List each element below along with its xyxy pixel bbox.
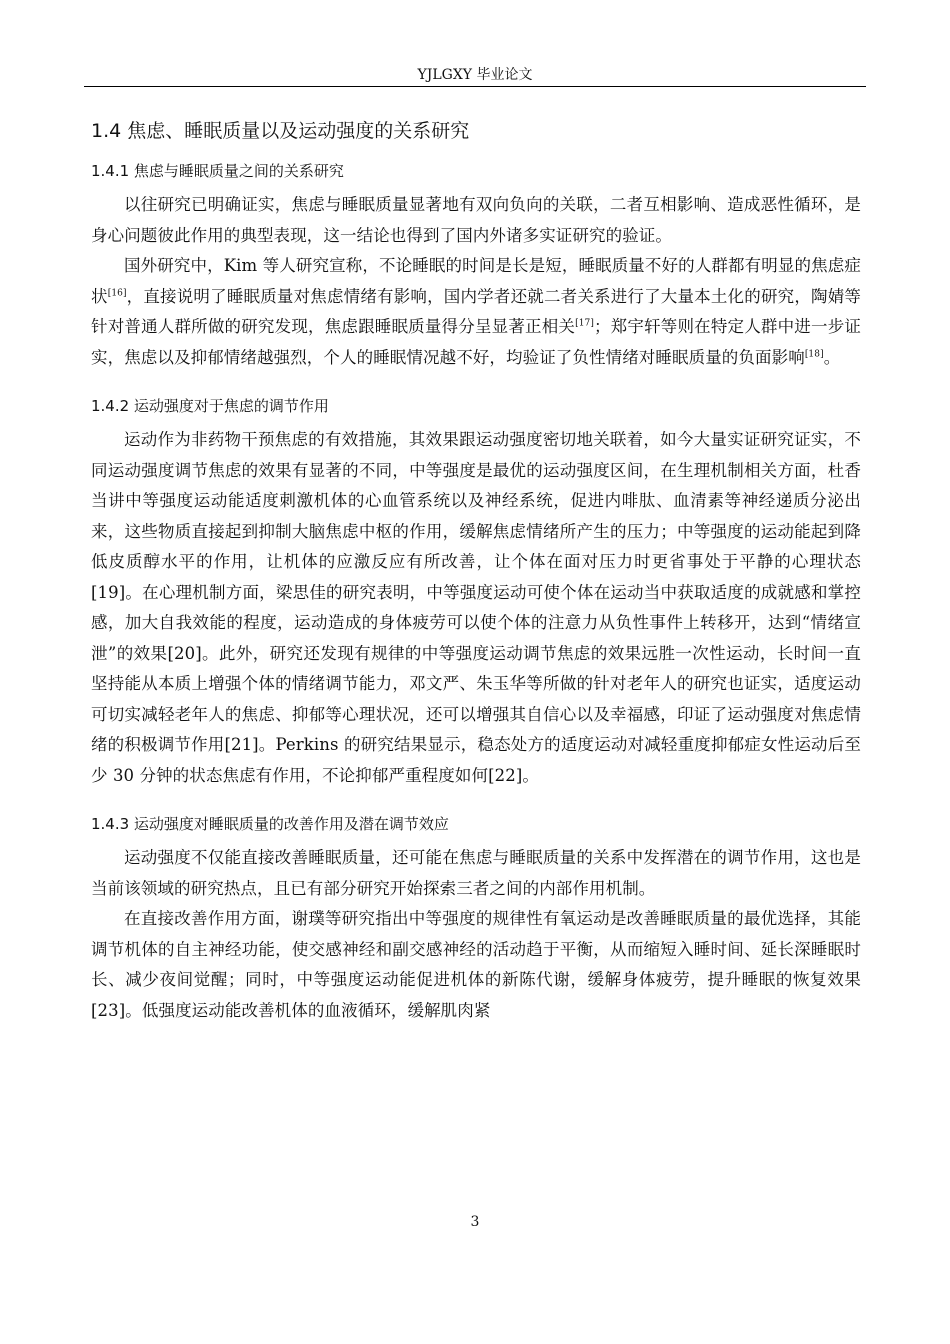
subsection-heading-1-4-2: 1.4.2 运动强度对于焦虑的调节作用 [91, 397, 329, 415]
citation: [16] [107, 288, 127, 298]
paragraph: 运动强度不仅能直接改善睡眠质量，还可能在焦虑与睡眠质量的关系中发挥潜在的调节作用，这也是当前该领域的研究热点，且已有部分研究开始探索三者之间的内部作用机制。 [91, 848, 861, 898]
subsection-heading-1-4-1: 1.4.1 焦虑与睡眠质量之间的关系研究 [91, 162, 344, 180]
text-run: ；郑宇轩等则在特定人群中进一步证实，焦虑以及抑郁情绪越强烈，个人的睡眠情况越不好，均验证了负性情绪对睡眠质量的负面影响 [91, 317, 861, 367]
page-body [91, 110, 861, 1026]
text-run: 。 [823, 347, 841, 367]
page-number: 3 [470, 1214, 480, 1230]
text-run: ，直接说明了睡眠质量对焦虑情绪有影响，国内学者还就二者关系进行了大量本土化的研究，陶婧等针对普通人群所做的研究发现，焦虑跟睡眠质量得分呈显著正相关 [91, 286, 861, 336]
paragraph: 运动作为非药物干预焦虑的有效措施，其效果跟运动强度密切地关联着，如今大量实证研究证实，不同运动强度调节焦虑的效果有显著的不同，中等强度是最优的运动强度区间，在生理机制相关方面，杜香当讲中等强度运动能适度刺激机体的心血管系统以及神经系统，促进内啡肽、血清素等神经递质分泌出来，这些物质直接起到抑制大脑焦虑中枢的作用，缓解焦虑情绪所产生的压力；中等强度的运动能起到降低皮质醇水平的作用，让机体的应激反应有所改善，让个体在面对压力时更省事处于平静的心理状态[19]。在心理机制方面，梁思佳的研究表明，中等强度运动可使个体在运动当中获取适度的成就感和掌控感，加大自我效能的程度，运动造成的身体疲劳可以使个体的注意力从负性事件上转移开，达到“情绪宣泄”的效果[20]。此外，研究还发现有规律的中等强度运动调节焦虑的效果远胜一次性运动，长时间一直坚持能从本质上增强个体的情绪调节能力，邓文严、朱玉华等所做的针对老年人的研究也证实，适度运动可切实减轻老年人的焦虑、抑郁等心理状况，还可以增强其自信心以及幸福感，印证了运动强度对焦虑情绪的积极调节作用[21]。Perkins 的研究结果显示，稳态处方的适度运动对减轻重度抑郁症女性运动后至少 30 分钟的状态焦虑有作用，不论抑郁严重程度如何[22]。 [91, 430, 861, 785]
paragraph [91, 251, 861, 373]
subsection-heading-1-4-3: 1.4.3 运动强度对睡眠质量的改善作用及潜在调节效应 [91, 815, 449, 833]
paragraph: 在直接改善作用方面，谢璞等研究指出中等强度的规律性有氧运动是改善睡眠质量的最优选择，其能调节机体的自主神经功能，使交感神经和副交感神经的活动趋于平衡，从而缩短入睡时间、延长深睡眠时长、减少夜间觉醒；同时，中等强度运动能促进机体的新陈代谢，缓解身体疲劳，提升睡眠的恢复效果[23]。低强度运动能改善机体的血液循环，缓解肌肉紧 [91, 909, 861, 1020]
section-heading: 1.4 焦虑、睡眠质量以及运动强度的关系研究 [91, 120, 470, 142]
running-header: YJLGXY 毕业论文 [84, 64, 866, 87]
citation: [17] [575, 318, 594, 329]
citation: [18] [804, 349, 824, 359]
text-run: 国外研究中，Kim 等人研究宣称，不论睡眠的时间是长是短，睡眠质量不好的人群都有明显的焦虑症状 [91, 256, 861, 306]
paragraph: 以往研究已明确证实，焦虑与睡眠质量显著地有双向负向的关联，二者互相影响、造成恶性循环，是身心问题彼此作用的典型表现，这一结论也得到了国内外诸多实证研究的验证。 [91, 195, 861, 245]
